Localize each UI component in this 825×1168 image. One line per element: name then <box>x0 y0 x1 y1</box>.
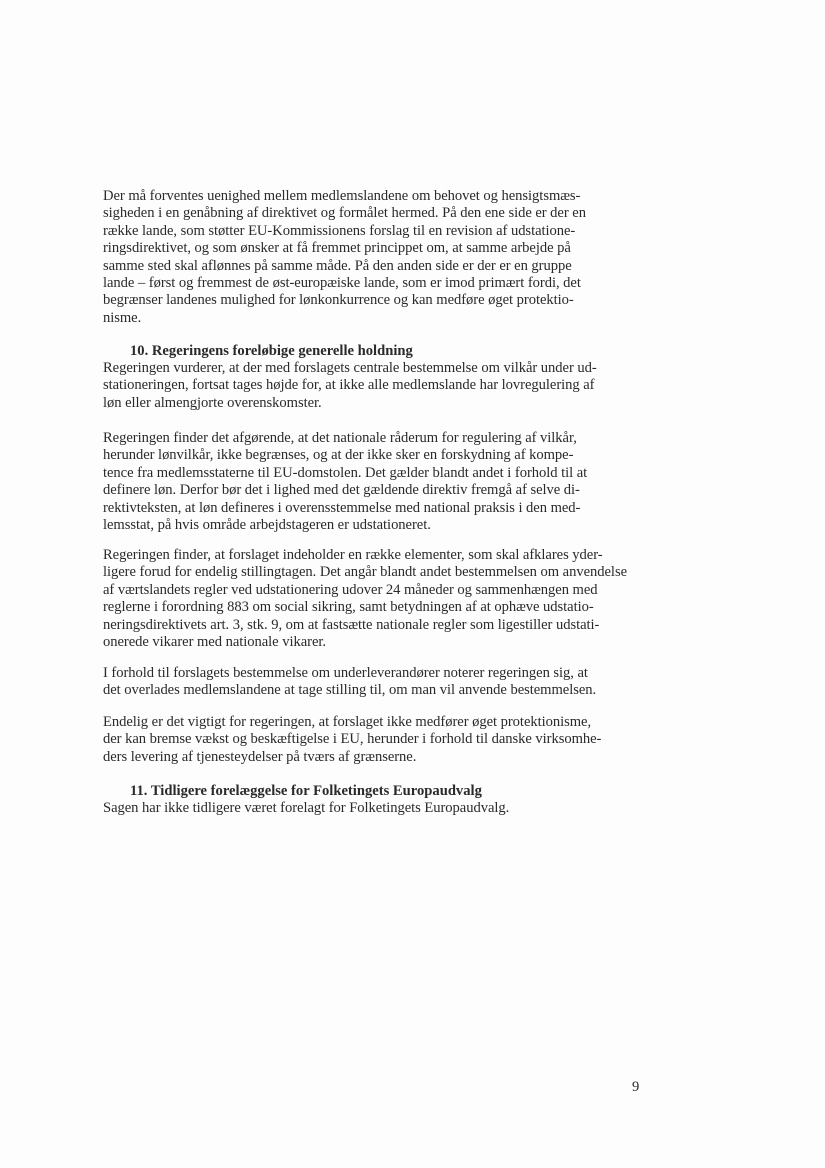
section-10-paragraph-3 <box>103 547 627 651</box>
text-line: Regeringen finder det afgørende, at det nationale råderum for regulering af vilkår, <box>103 430 577 446</box>
text-line: Sagen har ikke tidligere været forelagt for Folketingets Europaudvalg. <box>103 800 510 816</box>
section-10-paragraph-2 <box>103 430 613 534</box>
page-number: 9 <box>632 1079 640 1095</box>
text-line: løn eller almengjorte overenskomster. <box>103 394 322 411</box>
text-line: sigheden i en genåbning af direktivet og formålet hermed. På den ene side er der en <box>103 205 586 222</box>
text-line: lande – først og fremmest de øst-europæiske lande, som er imod primært fordi, det <box>103 275 581 292</box>
text-line: reglerne i forordning 883 om social sikring, samt betydningen af at ophæve udstatio- <box>103 599 594 616</box>
text-line: lemsstat, på hvis område arbejdstageren er udstationeret. <box>103 517 431 534</box>
text-line: af værtslandets regler ved udstationering udover 24 måneder og sammenhængen med <box>103 581 598 598</box>
section-10-paragraph-5 <box>103 714 613 766</box>
text-line: Regeringen finder, at forslaget indeholder en række elementer, som skal afklares yder- <box>103 547 603 563</box>
intro-paragraph <box>103 188 613 327</box>
section-10-heading: 10. Regeringens foreløbige generelle holdning <box>130 343 413 359</box>
text-line: neringsdirektivets art. 3, stk. 9, om at fastsætte nationale regler som ligestiller udstati- <box>103 616 600 633</box>
text-line: nisme. <box>103 309 142 326</box>
text-line: række lande, som støtter EU-Kommissionens forslag til en revision af udstatione- <box>103 222 576 239</box>
text-line: definere løn. Derfor bør det i lighed med det gældende direktiv fremgå af selve di- <box>103 482 580 499</box>
section-11-heading: 11. Tidligere forelæggelse for Folketingets Europaudvalg <box>130 783 482 799</box>
text-line: rektivteksten, at løn defineres i overensstemmelse med national praksis i den med- <box>103 499 581 516</box>
text-line: stationeringen, fortsat tages højde for, at ikke alle medlemslande har lovregulering af <box>103 377 595 394</box>
text-line: Der må forventes uenighed mellem medlemslandene om behovet og hensigtsmæs- <box>103 188 581 204</box>
section-10-paragraph-4 <box>103 665 613 700</box>
text-line: Endelig er det vigtigt for regeringen, at forslaget ikke medfører øget protektionisme, <box>103 714 592 730</box>
text-line: herunder lønvilkår, ikke begrænses, og at der ikke sker en forskydning af kompe- <box>103 447 574 464</box>
text-line: onerede vikarer med nationale vikarer. <box>103 634 326 651</box>
text-line: tence fra medlemsstaterne til EU-domstolen. Det gælder blandt andet i forhold til at <box>103 464 588 481</box>
text-line: I forhold til forslagets bestemmelse om underleverandører noterer regeringen sig, at <box>103 665 588 681</box>
section-11-paragraph-1 <box>103 800 613 817</box>
text-line: ligere forud for endelig stillingtagen. Det angår blandt andet bestemmelsen om anvendelse <box>103 564 627 581</box>
text-line: samme sted skal aflønnes på samme måde. På den anden side er der er en gruppe <box>103 257 572 274</box>
text-line: det overlades medlemslandene at tage stilling til, om man vil anvende bestemmelsen. <box>103 682 597 699</box>
text-line: ringsdirektivet, og som ønsker at få fremmet princippet om, at samme arbejde på <box>103 240 571 257</box>
text-line: der kan bremse vækst og beskæftigelse i EU, herunder i forhold til danske virksomhe- <box>103 731 602 748</box>
text-line: begrænser landenes mulighed for lønkonkurrence og kan medføre øget protektio- <box>103 292 574 309</box>
section-10-paragraph-1 <box>103 360 613 412</box>
text-line: ders levering af tjenesteydelser på tværs af grænserne. <box>103 748 417 765</box>
text-line: Regeringen vurderer, at der med forslagets centrale bestemmelse om vilkår under ud- <box>103 360 597 376</box>
